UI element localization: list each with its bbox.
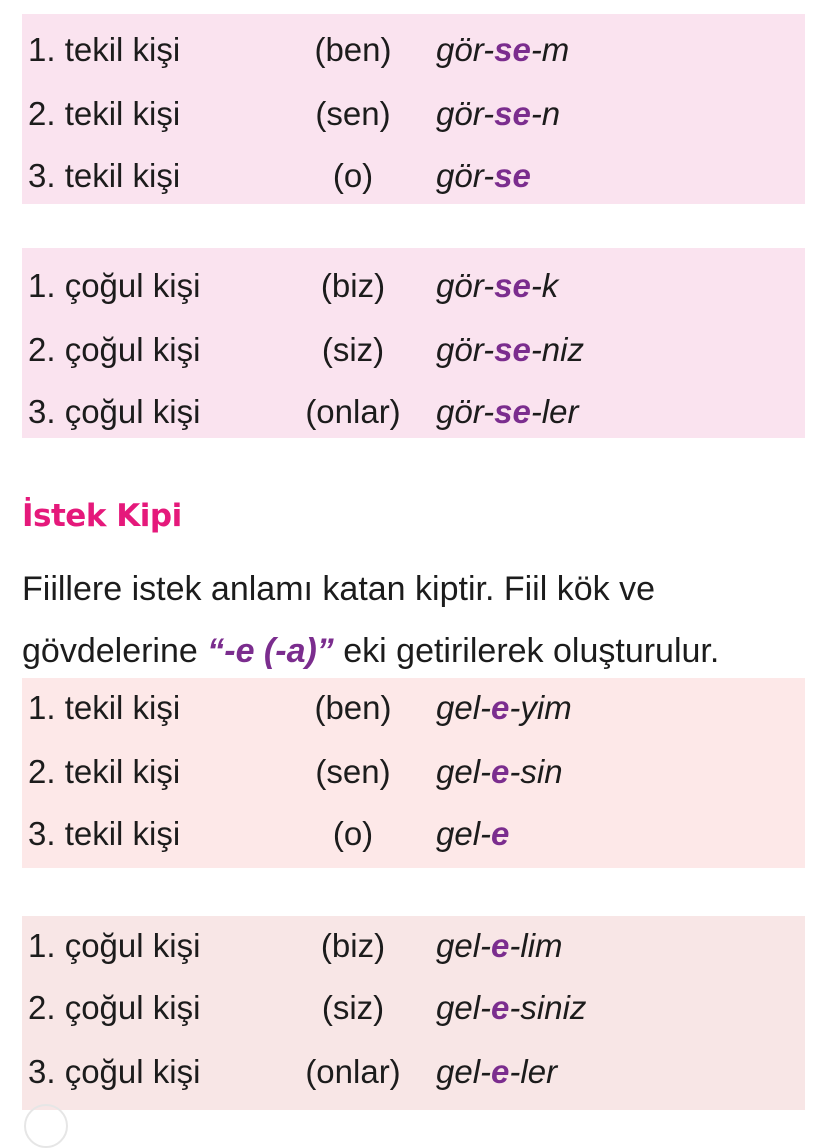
mood-suffix: se: [494, 393, 531, 430]
mood-suffix: se: [494, 331, 531, 368]
table-row: [22, 686, 805, 730]
person-label: 1. çoğul kişi: [28, 927, 201, 964]
person-label: 3. tekil kişi: [28, 815, 181, 852]
verb-form: gör-se-ler: [436, 393, 579, 430]
person-label: 2. tekil kişi: [28, 95, 181, 132]
conjugation-table-plural-2: [22, 916, 805, 1110]
table-row: [22, 28, 805, 72]
table-row: [22, 924, 805, 968]
mood-suffix: e: [491, 815, 510, 852]
conjugation-table-singular-1: [22, 14, 805, 204]
pronoun: (ben): [314, 31, 392, 68]
pronoun: (sen): [315, 95, 391, 132]
verb-form: gel-e-siniz: [436, 989, 587, 1026]
pronoun: (siz): [321, 989, 385, 1026]
table-row: [22, 390, 805, 434]
verb-form: gel-e-lim: [436, 927, 563, 964]
mood-suffix: se: [494, 95, 531, 132]
table-row: [22, 154, 805, 198]
person-label: 1. çoğul kişi: [28, 267, 201, 304]
verb-form: gel-e-sin: [436, 753, 563, 790]
person-label: 3. tekil kişi: [28, 157, 181, 194]
person-label: 2. çoğul kişi: [28, 989, 201, 1026]
pronoun: (o): [332, 815, 374, 852]
verb-form: gör-se-k: [436, 267, 559, 304]
pronoun: (o): [332, 157, 374, 194]
person-label: 3. çoğul kişi: [28, 393, 201, 430]
pronoun: (biz): [320, 267, 386, 304]
mood-suffix: e: [491, 1053, 510, 1090]
verb-form: gel-e-ler: [436, 1053, 558, 1090]
pronoun: (onlar): [305, 1053, 401, 1090]
mood-suffix: e: [491, 927, 510, 964]
mood-suffix: se: [494, 31, 531, 68]
person-label: 2. tekil kişi: [28, 753, 181, 790]
person-label: 1. tekil kişi: [28, 689, 181, 726]
table-row: [22, 92, 805, 136]
suffix-highlight: “-e (-a)”: [207, 632, 334, 670]
pronoun: (sen): [315, 753, 391, 790]
section-heading: İstek Kipi: [22, 498, 182, 534]
person-label: 3. çoğul kişi: [28, 1053, 201, 1090]
table-row: [22, 986, 805, 1030]
pronoun: (onlar): [305, 393, 401, 430]
section-description: Fiillere istek anlamı katan kiptir. Fiil kök ve gövdelerine “-e (-a)” eki getirilerek oluşturulur.: [22, 570, 720, 670]
pronoun: (biz): [320, 927, 386, 964]
table-row: [22, 264, 805, 308]
mood-suffix: e: [491, 989, 510, 1026]
mood-suffix: se: [494, 267, 531, 304]
verb-form: gör-se-niz: [436, 331, 584, 368]
mood-suffix: e: [491, 753, 510, 790]
table-row: [22, 812, 805, 856]
conjugation-table-plural-1: [22, 248, 805, 438]
verb-form: gör-se-m: [436, 31, 570, 68]
circle-decoration-icon: [24, 1104, 68, 1148]
verb-form: gör-se: [436, 157, 531, 194]
pronoun: (ben): [314, 689, 392, 726]
pronoun: (siz): [321, 331, 385, 368]
mood-suffix: e: [491, 689, 510, 726]
table-row: [22, 1050, 805, 1094]
table-row: [22, 750, 805, 794]
table-row: [22, 328, 805, 372]
mood-suffix: se: [494, 157, 531, 194]
verb-form: gel-e: [436, 815, 510, 852]
person-label: 2. çoğul kişi: [28, 331, 201, 368]
conjugation-table-singular-2: [22, 678, 805, 868]
verb-form: gel-e-yim: [436, 689, 572, 726]
verb-form: gör-se-n: [436, 95, 561, 132]
person-label: 1. tekil kişi: [28, 31, 181, 68]
